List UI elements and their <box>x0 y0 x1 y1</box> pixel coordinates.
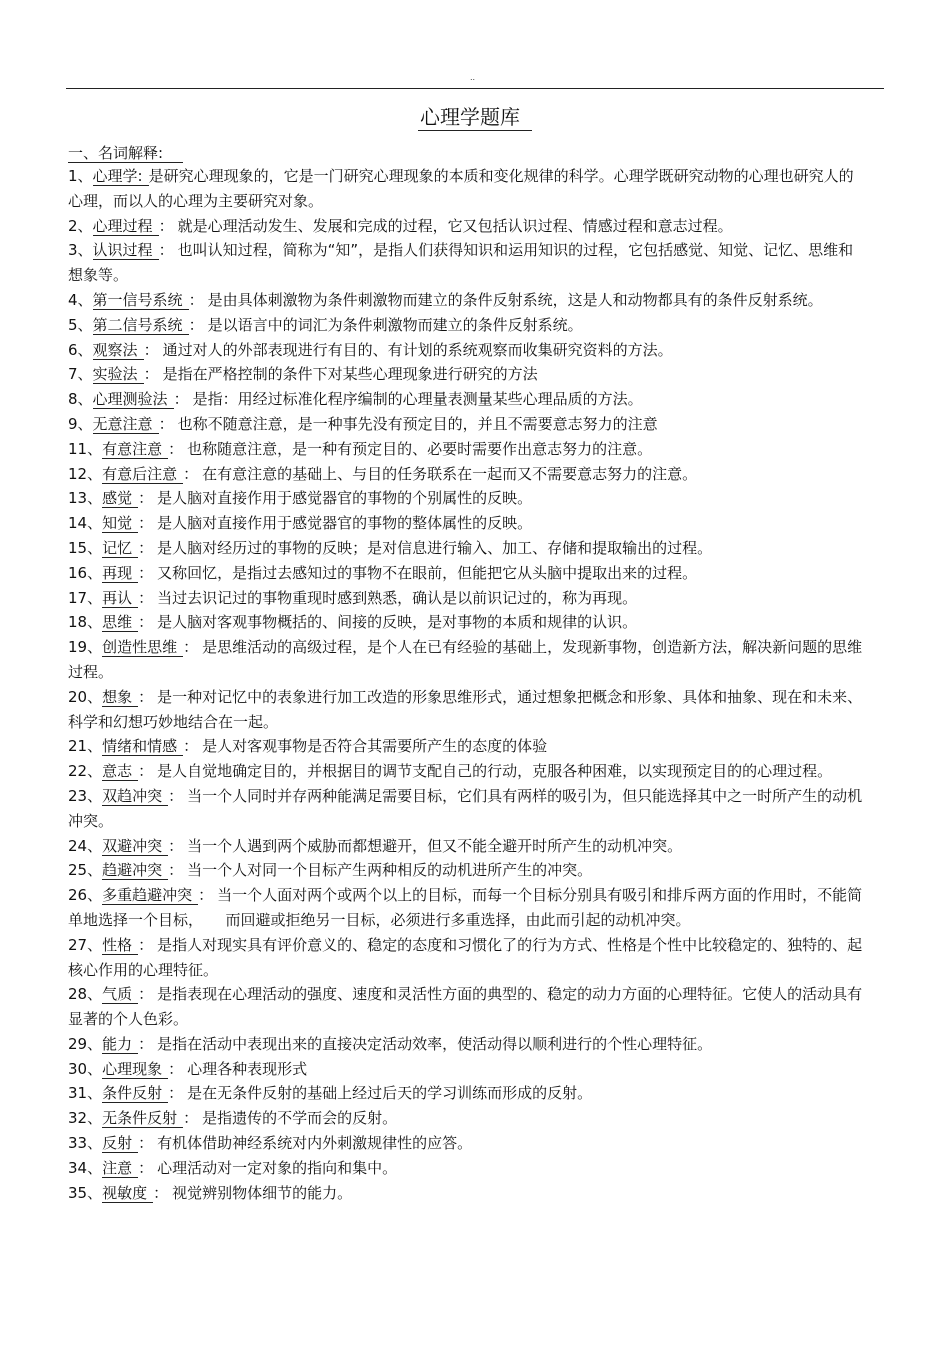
entry-term: 创造性思维 <box>102 638 183 657</box>
entry-separator: ： <box>183 737 199 756</box>
definition-entry <box>68 313 868 338</box>
entry-separator: ： <box>168 786 184 805</box>
entry-number: 18、 <box>68 613 103 632</box>
entry-definition: 通过对人的外部表现进行有目的、有计划的系统观察而收集研究资料的方法。 <box>162 340 673 359</box>
definition-entry <box>68 338 868 363</box>
entry-term: 趋避冲突 <box>102 861 168 880</box>
definition-entry <box>68 1181 868 1206</box>
entry-definition: 当一个人面对两个或两个以上的目标，而每一个目标分别具有吸引和排斥两方面的作用时，不能简单地选择一个目标， 而回避或拒绝另一目标，必须进行多重选择，由此而引起的动机冲突。 <box>68 886 863 929</box>
definition-entry <box>68 536 868 561</box>
entry-separator: ： <box>168 1059 184 1078</box>
entry-definition: 当一个人遇到两个威胁而都想避开，但又不能全避开时所产生的动机冲突。 <box>187 836 683 855</box>
entry-number: 26、 <box>68 886 103 905</box>
entry-separator: ： <box>188 290 204 309</box>
entry-number: 35、 <box>68 1183 103 1202</box>
definition-entry <box>68 362 868 387</box>
section-heading-text: 一、名词解释: <box>68 144 183 163</box>
entry-number: 28、 <box>68 985 103 1004</box>
entry-definition: 是人自觉地确定目的，并根据目的调节支配自己的行动，克服各种困难，以实现预定目的的心理过程。 <box>157 762 833 781</box>
header-rule <box>66 88 884 89</box>
section-heading <box>68 143 183 163</box>
entry-term: 实验法 <box>93 365 144 384</box>
entry-definition: 是人脑对客观事物概括的、间接的反映，是对事物的本质和规律的认识。 <box>157 613 638 632</box>
entry-term: 第二信号系统 <box>93 316 189 335</box>
entry-separator: ： <box>138 1034 154 1053</box>
entry-number: 29、 <box>68 1034 103 1053</box>
entry-number: 8、 <box>68 390 93 409</box>
entry-number: 13、 <box>68 489 103 508</box>
entry-definition: 是研究心理现象的，它是一门研究心理现象的本质和变化规律的科学。心理学既研究动物的心理也研究人的心理，而以人的心理为主要研究对象。 <box>68 167 854 210</box>
definition-entry <box>68 164 868 214</box>
entry-definition: 是指人对现实具有评价意义的、稳定的态度和习惯化了的行为方式、性格是个性中比较稳定的、独特的、起核心作用的心理特征。 <box>68 935 863 979</box>
entry-separator: ： <box>168 861 184 880</box>
entry-number: 2、 <box>68 216 93 235</box>
entry-definition: 是一种对记忆中的表象进行加工改造的形象思维形式，通过想象把概念和形象、具体和抽象、现在和未来、科学和幻想巧妙地结合在一起。 <box>68 687 863 731</box>
definition-entry <box>68 586 868 611</box>
header-mark: .. <box>470 73 476 82</box>
entry-term: 再现 <box>102 564 138 583</box>
entry-term: 性格 <box>102 936 138 955</box>
entry-definition: 是人脑对经历过的事物的反映；是对信息进行输入、加工、存储和提取输出的过程。 <box>157 538 713 557</box>
entry-number: 22、 <box>68 762 103 781</box>
entry-definition: 是指：用经过标准化程序编制的心理量表测量某些心理品质的方法。 <box>192 390 643 409</box>
entry-definition: 是指遗传的不学而会的反射。 <box>202 1109 398 1128</box>
entry-term: 条件反射 <box>102 1084 168 1103</box>
entry-number: 15、 <box>68 538 103 557</box>
definition-entry <box>68 412 868 437</box>
entry-term: 感觉 <box>102 489 138 508</box>
entry-separator: ： <box>138 935 154 954</box>
entry-separator: ： <box>173 390 189 409</box>
entry-separator: ： <box>158 216 174 235</box>
entry-number: 23、 <box>68 786 103 805</box>
entry-definition: 也叫认知过程，简称为“知”，是指人们获得知识和运用知识的过程，它包括感觉、知觉、记忆、思维和想象等。 <box>68 241 854 285</box>
entry-number: 24、 <box>68 836 103 855</box>
entry-definition: 在有意注意的基础上、与目的任务联系在一起而又不需要意志努力的注意。 <box>202 464 698 483</box>
entry-separator: ： <box>138 489 154 508</box>
definition-entry <box>68 214 868 239</box>
entry-separator: ： <box>183 638 199 657</box>
entry-number: 17、 <box>68 588 103 607</box>
entry-separator: ： <box>168 439 184 458</box>
entry-definition: 是人对客观事物是否符合其需要所产生的态度的体验 <box>202 737 548 756</box>
definition-entry <box>68 462 868 487</box>
entry-separator: ： <box>138 613 154 632</box>
entry-term: 想象 <box>102 688 138 707</box>
entry-definition: 当过去识记过的事物重现时感到熟悉，确认是以前识记过的，称为再现。 <box>157 588 638 607</box>
entry-term: 情绪和情感 <box>102 737 183 756</box>
entry-separator: ： <box>138 1158 154 1177</box>
definition-entry <box>68 561 868 586</box>
entry-number: 3、 <box>68 241 93 260</box>
entry-term: 有意后注意 <box>102 465 183 484</box>
entry-term: 视敏度 <box>102 1184 153 1203</box>
entry-number: 4、 <box>68 290 93 309</box>
entry-number: 11、 <box>68 439 103 458</box>
entry-definition: 又称回忆，是指过去感知过的事物不在眼前，但能把它从头脑中提取出来的过程。 <box>157 563 698 582</box>
entry-definition: 也称随意注意，是一种有预定目的、必要时需要作出意志努力的注意。 <box>187 439 653 458</box>
entry-separator: ： <box>138 1134 154 1153</box>
definition-entry <box>68 759 868 784</box>
definition-entry <box>68 387 868 412</box>
entry-term: 有意注意 <box>102 440 168 459</box>
entry-definition: 当一个人对同一个目标产生两种相反的动机进所产生的冲突。 <box>187 861 593 880</box>
entry-term: 能力 <box>102 1035 138 1054</box>
entry-separator: ： <box>168 836 184 855</box>
entry-separator: ： <box>143 365 159 384</box>
entry-number: 12、 <box>68 464 103 483</box>
entry-number: 19、 <box>68 638 103 657</box>
entry-term: 心理现象 <box>102 1060 168 1079</box>
entry-term: 双避冲突 <box>102 837 168 856</box>
entry-separator: ： <box>183 464 199 483</box>
definition-entry <box>68 883 868 933</box>
entry-definition: 是人脑对直接作用于感觉器官的事物的整体属性的反映。 <box>157 514 533 533</box>
definition-entry <box>68 1032 868 1057</box>
entry-term: 知觉 <box>102 514 138 533</box>
entry-definition: 是以语言中的词汇为条件刺激物而建立的条件反射系统。 <box>207 315 583 334</box>
entry-separator: ： <box>168 1084 184 1103</box>
entry-term: 记忆 <box>102 539 138 558</box>
definition-entry <box>68 982 868 1032</box>
definition-list <box>68 164 868 1205</box>
entry-separator: ： <box>198 886 214 905</box>
entry-number: 32、 <box>68 1109 103 1128</box>
entry-definition: 是人脑对直接作用于感觉器官的事物的个别属性的反映。 <box>157 489 533 508</box>
entry-definition: 有机体借助神经系统对内外刺激规律性的应答。 <box>157 1134 473 1153</box>
definition-entry <box>68 511 868 536</box>
entry-definition: 是指在严格控制的条件下对某些心理现象进行研究的方法 <box>162 365 538 384</box>
page-title-text: 心理学题库 <box>418 104 532 131</box>
entry-separator: ： <box>183 1109 199 1128</box>
definition-entry <box>68 288 868 313</box>
entry-number: 34、 <box>68 1158 103 1177</box>
entry-number: 33、 <box>68 1134 103 1153</box>
entry-term: 第一信号系统 <box>93 291 189 310</box>
entry-number: 20、 <box>68 687 103 706</box>
definition-entry <box>68 933 868 983</box>
entry-term: 心理学: <box>93 167 149 186</box>
entry-separator: ： <box>138 687 154 706</box>
entry-definition: 当一个人同时并存两种能满足需要目标，它们具有两样的吸引为，但只能选择其中之一时所产生的动机冲突。 <box>68 786 863 830</box>
definition-entry <box>68 834 868 859</box>
entry-definition: 是思维活动的高级过程，是个人在已有经验的基础上，发现新事物，创造新方法，解决新问题的思维过程。 <box>68 638 863 681</box>
entry-term: 注意 <box>102 1159 138 1178</box>
entry-number: 21、 <box>68 737 103 756</box>
entry-term: 再认 <box>102 589 138 608</box>
entry-definition: 也称不随意注意，是一种事先没有预定目的，并且不需要意志努力的注意 <box>177 414 658 433</box>
entry-term: 意志 <box>102 762 138 781</box>
definition-entry <box>68 784 868 834</box>
definition-entry <box>68 734 868 759</box>
entry-separator: ： <box>138 762 154 781</box>
entry-number: 27、 <box>68 935 103 954</box>
entry-definition: 是指表现在心理活动的强度、速度和灵活性方面的典型的、稳定的动力方面的心理特征。它使人的活动具有显著的个人色彩。 <box>68 985 863 1029</box>
entry-term: 反射 <box>102 1134 138 1153</box>
entry-definition: 就是心理活动发生、发展和完成的过程，它又包括认识过程、情感过程和意志过程。 <box>177 216 733 235</box>
entry-separator: ： <box>143 340 159 359</box>
entry-number: 14、 <box>68 514 103 533</box>
entry-number: 6、 <box>68 340 93 359</box>
entry-term: 双趋冲突 <box>102 787 168 806</box>
entry-separator: ： <box>138 514 154 533</box>
definition-entry <box>68 610 868 635</box>
entry-separator: ： <box>138 985 154 1004</box>
definition-entry <box>68 437 868 462</box>
entry-number: 7、 <box>68 365 93 384</box>
entry-number: 30、 <box>68 1059 103 1078</box>
entry-term: 认识过程 <box>93 241 159 260</box>
definition-entry <box>68 238 868 288</box>
entry-term: 气质 <box>102 985 138 1004</box>
entry-number: 1、 <box>68 167 93 185</box>
entry-term: 心理测验法 <box>93 390 174 409</box>
entry-definition: 是由具体刺激物为条件刺激物而建立的条件反射系统，这是人和动物都具有的条件反射系统。 <box>207 290 823 309</box>
entry-definition: 心理活动对一定对象的指向和集中。 <box>157 1158 398 1177</box>
entry-separator: ： <box>188 315 204 334</box>
entry-term: 观察法 <box>93 341 144 360</box>
entry-term: 无意注意 <box>93 415 159 434</box>
entry-number: 25、 <box>68 861 103 880</box>
definition-entry <box>68 1131 868 1156</box>
entry-term: 无条件反射 <box>102 1109 183 1128</box>
definition-entry <box>68 858 868 883</box>
entry-separator: ： <box>158 241 174 260</box>
entry-separator: ： <box>138 588 154 607</box>
entry-number: 5、 <box>68 315 93 334</box>
definition-entry <box>68 635 868 685</box>
definition-entry <box>68 1106 868 1131</box>
definition-entry <box>68 1057 868 1082</box>
entry-term: 思维 <box>102 613 138 632</box>
page-title <box>0 104 950 131</box>
definition-entry <box>68 1081 868 1106</box>
entry-definition: 是在无条件反射的基础上经过后天的学习训练而形成的反射。 <box>187 1084 593 1103</box>
entry-definition: 是指在活动中表现出来的直接决定活动效率，使活动得以顺利进行的个性心理特征。 <box>157 1034 713 1053</box>
entry-definition: 视觉辨别物体细节的能力。 <box>172 1183 353 1202</box>
definition-entry <box>68 1156 868 1181</box>
entry-number: 31、 <box>68 1084 103 1103</box>
definition-entry <box>68 685 868 735</box>
entry-separator: ： <box>153 1183 169 1202</box>
entry-separator: ： <box>158 414 174 433</box>
entry-term: 心理过程 <box>93 217 159 236</box>
entry-separator: ： <box>138 538 154 557</box>
entry-number: 16、 <box>68 563 103 582</box>
definition-entry <box>68 486 868 511</box>
entry-term: 多重趋避冲突 <box>102 886 198 905</box>
entry-separator: ： <box>138 563 154 582</box>
entry-definition: 心理各种表现形式 <box>187 1059 308 1078</box>
entry-number: 9、 <box>68 414 93 433</box>
